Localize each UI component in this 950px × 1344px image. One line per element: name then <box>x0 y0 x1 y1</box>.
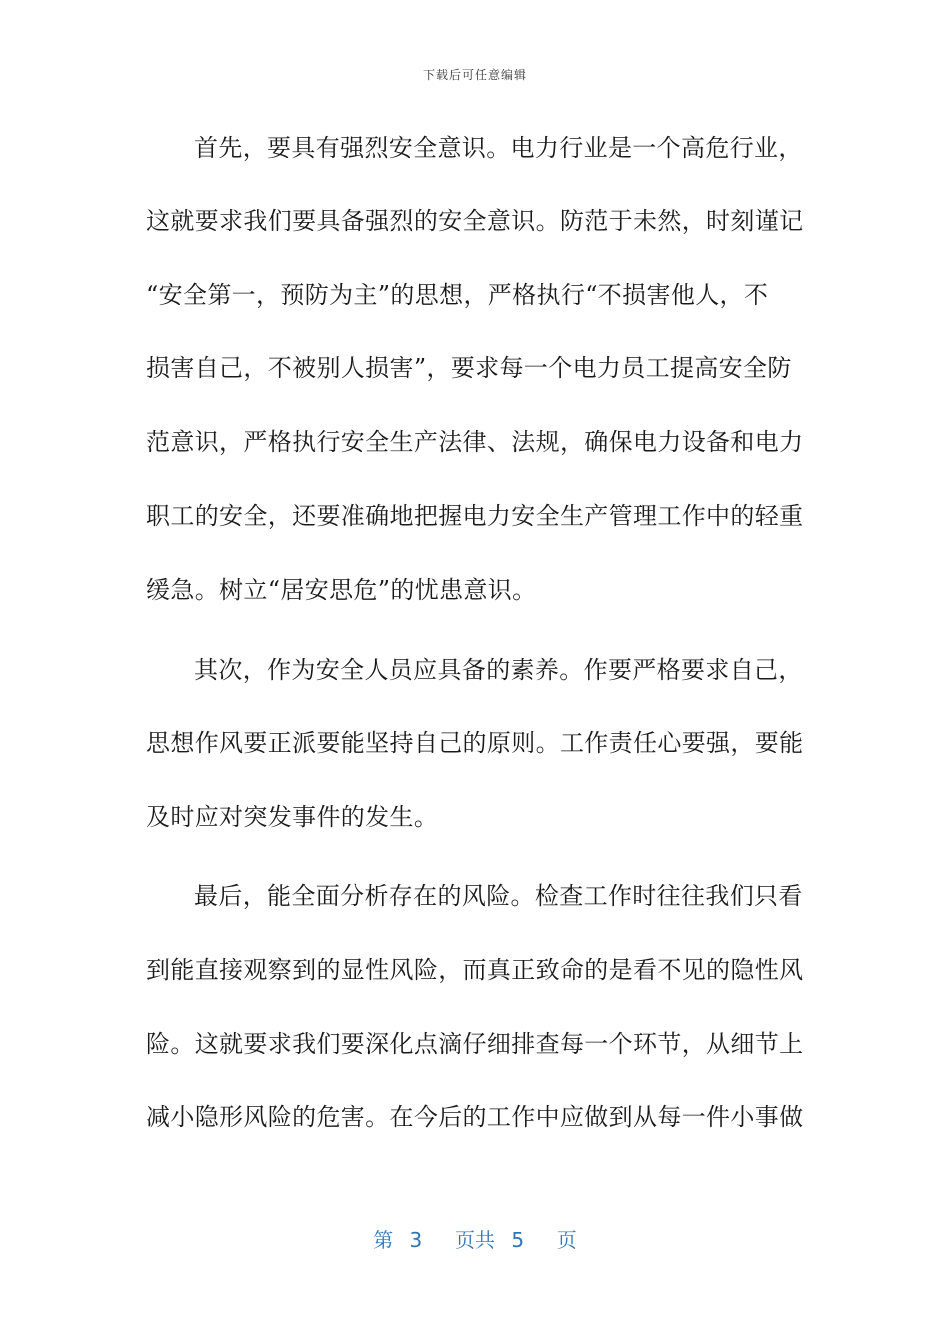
paragraph-1-line-5: 范意识，严格执行安全生产法律、法规，确保电力设备和电力 <box>146 428 804 456</box>
paragraph-3-line-1: 最后，能全面分析存在的风险。检查工作时往往我们只看 <box>194 882 803 910</box>
paragraph-1-line-4: 损害自己，不被别人损害”，要求每一个电力员工提高安全防 <box>146 354 792 382</box>
paragraph-1-line-2: 这就要求我们要具备强烈的安全意识。防范于未然，时刻谨记 <box>146 207 804 235</box>
paragraph-3-line-4: 减小隐形风险的危害。在今后的工作中应做到从每一件小事做 <box>146 1103 804 1131</box>
paragraph-1-line-6: 职工的安全，还要准确地把握电力安全生产管理工作中的轻重 <box>146 502 804 530</box>
paragraph-2-line-2: 思想作风要正派要能坚持自己的原则。工作责任心要强，要能 <box>146 729 804 757</box>
page-number-footer: 第 3 页共 5 页 <box>373 1228 577 1252</box>
paragraph-1-line-3: “安全第一，预防为主”的思想，严格执行“不损害他人，不 <box>146 281 769 309</box>
paragraph-2-line-3: 及时应对突发事件的发生。 <box>146 803 439 831</box>
paragraph-1-line-1: 首先，要具有强烈安全意识。电力行业是一个高危行业， <box>194 134 803 162</box>
paragraph-3-line-3: 险。这就要求我们要深化点滴仔细排查每一个环节，从细节上 <box>146 1030 804 1058</box>
paragraph-3-line-2: 到能直接观察到的显性风险，而真正致命的是看不见的隐性风 <box>146 956 804 984</box>
page-header-note: 下载后可任意编辑 <box>422 68 527 82</box>
paragraph-2-line-1: 其次，作为安全人员应具备的素养。作要严格要求自己， <box>194 656 803 684</box>
paragraph-1-line-7: 缓急。树立“居安思危”的忧患意识。 <box>146 576 537 604</box>
